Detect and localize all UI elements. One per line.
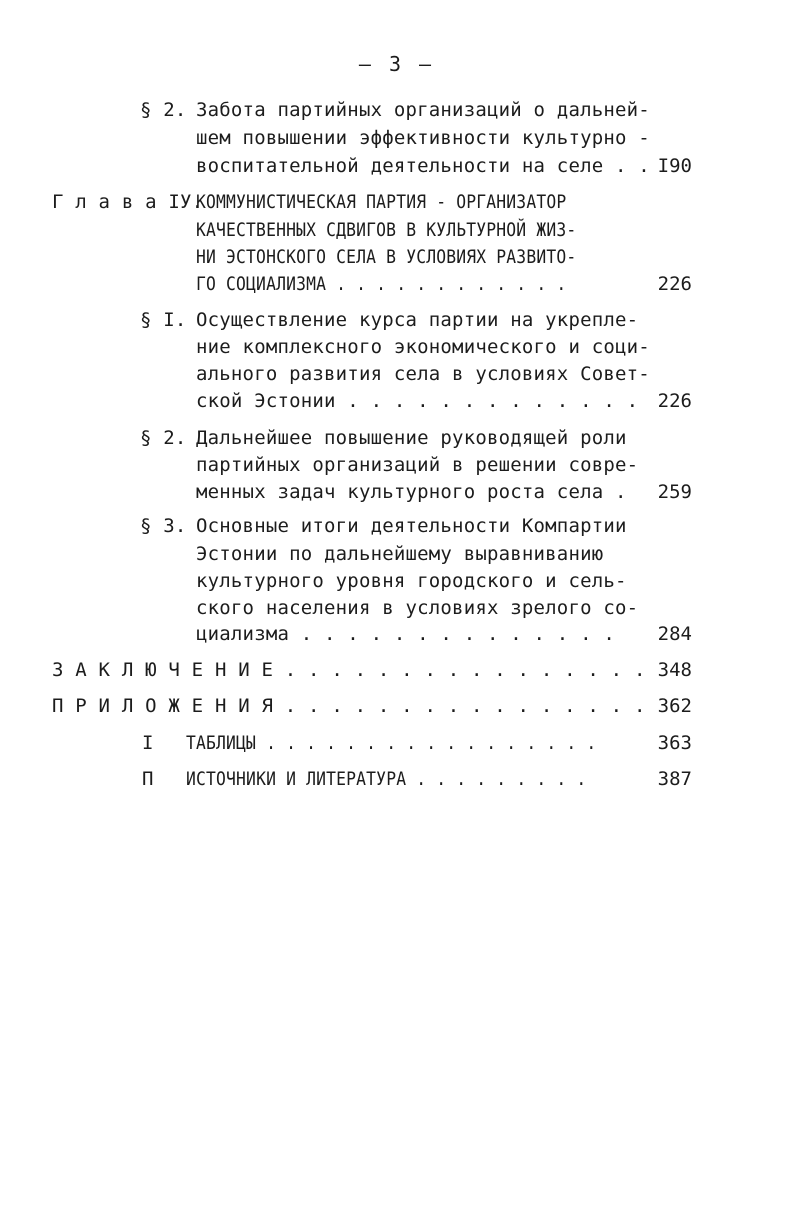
entry-title-line: ской Эстонии . . . . . . . . . . . . . — [196, 390, 639, 412]
entry-title-line: циализма . . . . . . . . . . . . . . — [196, 623, 616, 645]
entry-title-line: Забота партийных организаций о дальней- — [196, 99, 650, 121]
entry-title-line — [186, 731, 663, 755]
entry-title-line: З А К Л Ю Ч Е Н И Е . . . . . . . . . . . . . . . . — [52, 659, 646, 681]
entry-title-line: ние комплексного экономического и соци- — [196, 336, 650, 358]
entry-title-line: ального развития села в условиях Совет- — [196, 363, 650, 385]
entry-title-line: Эстонии по дальнейшему выравниванию — [196, 543, 604, 565]
chapter-title-text: НИ ЭСТОНСКОГО СЕЛА В УСЛОВИЯХ РАЗВИТО- — [196, 246, 577, 268]
entry-page-number: 387 — [657, 768, 692, 790]
section-marker: § I. — [140, 309, 187, 331]
entry-page-number: 362 — [657, 695, 692, 717]
entry-page-number: 363 — [657, 732, 692, 754]
entry-title-line — [196, 218, 638, 242]
entry-page-number: 348 — [657, 659, 692, 681]
appendix-title-text: ТАБЛИЦЫ . . . . . . . . . . . . . . . . . — [186, 732, 597, 754]
section-marker: § 3. — [140, 515, 187, 537]
entry-page-number: 226 — [657, 273, 692, 295]
entry-page-number: 259 — [657, 481, 692, 503]
entry-title-line: П Р И Л О Ж Е Н И Я . . . . . . . . . . . . . . . . — [52, 695, 646, 717]
appendix-marker: I — [142, 732, 154, 754]
entry-page-number: 226 — [657, 390, 692, 412]
section-marker: § 2. — [140, 99, 187, 121]
entry-page-number: I90 — [657, 155, 692, 177]
entry-title-line — [186, 767, 652, 791]
entry-title-line: ского населения в условиях зрелого со- — [196, 597, 639, 619]
chapter-title-text: КАЧЕСТВЕННЫХ СДВИГОВ В КУЛЬТУРНОЙ ЖИЗ- — [196, 219, 577, 241]
entry-title-line — [196, 190, 627, 214]
chapter-title-text: КОММУНИСТИЧЕСКАЯ ПАРТИЯ - ОРГАНИЗАТОР — [196, 191, 567, 213]
entry-title-line: культурного уровня городского и сель- — [196, 570, 627, 592]
entry-title-line — [196, 272, 627, 296]
entry-title-line: Основные итоги деятельности Компартии — [196, 515, 627, 537]
page-number: – 3 – — [358, 52, 435, 76]
entry-page-number: 284 — [657, 623, 692, 645]
section-marker: § 2. — [140, 427, 187, 449]
entry-title-line: менных задач культурного роста села . — [196, 481, 627, 503]
entry-title-line: партийных организаций в решении совре- — [196, 454, 639, 476]
appendix-marker: П — [142, 768, 154, 790]
appendix-title-text: ИСТОЧНИКИ И ЛИТЕРАТУРА . . . . . . . . . — [186, 768, 587, 790]
entry-title-line — [196, 245, 638, 269]
entry-title-line: шем повышении эффективности культурно - — [196, 127, 650, 149]
chapter-title-text: ГО СОЦИАЛИЗМА . . . . . . . . . . . . — [196, 273, 567, 295]
entry-title-line: Осуществление курса партии на укрепле- — [196, 309, 639, 331]
chapter-marker: Г л а в а IУ. — [52, 191, 204, 213]
entry-title-line: воспитательной деятельности на селе . . — [196, 155, 650, 177]
entry-title-line: Дальнейшее повышение руководящей роли — [196, 427, 627, 449]
